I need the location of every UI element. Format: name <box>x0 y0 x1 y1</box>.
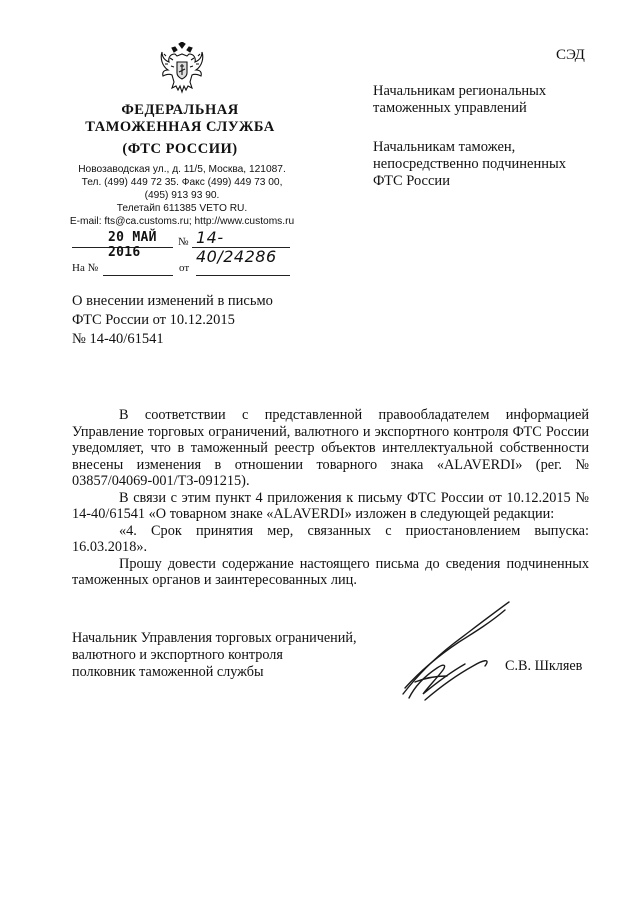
reply-to-date-label: от <box>179 262 190 274</box>
registration-number-field <box>192 228 290 266</box>
organization-name-line1: ФЕДЕРАЛЬНАЯ <box>121 102 239 118</box>
letter-subject <box>72 292 273 349</box>
registration-number-label: № <box>178 236 189 248</box>
organization-abbreviation: (ФТС РОССИИ) <box>122 141 238 157</box>
subject-line: ФТС России от 10.12.2015 <box>72 312 235 328</box>
recipient-line: Начальникам таможен, <box>373 139 516 155</box>
coat-of-arms-emblem <box>160 42 204 94</box>
address-line1: Новозаводская ул., д. 11/5, Москва, 121087. <box>78 164 286 175</box>
address-line4: Телетайп 611385 VETO RU. <box>116 203 248 214</box>
signatory-name: С.В. Шкляев <box>505 658 583 674</box>
reply-to-date-line <box>196 261 290 276</box>
registration-date-stamp: 20 МАЙ 2016 <box>108 230 157 260</box>
subject-line: № 14-40/61541 <box>72 331 164 347</box>
recipient-group1 <box>373 83 603 117</box>
registration-date-field <box>72 230 173 260</box>
recipient-group2 <box>373 139 603 190</box>
address-line2: Тел. (499) 449 72 35. Факс (499) 449 73 00, <box>81 177 283 188</box>
signatory-title <box>72 630 357 681</box>
address-line3: (495) 913 93 90. <box>144 190 220 201</box>
registration-number-handwritten: 14-40/24286 <box>196 228 277 266</box>
body-paragraph-3: «4. Срок принятия мер, связанных с приостановлением выпуска: 16.03.2018». <box>72 522 589 555</box>
body-paragraph-4: Прошу довести содержание настоящего письма до сведения подчиненных таможенных органов и заинтересованных лиц. <box>72 555 589 588</box>
sed-marker: СЭД <box>556 47 585 63</box>
recipient-line: Начальникам региональных <box>373 83 547 99</box>
subject-line: О внесении изменений в письмо <box>72 293 273 309</box>
handwritten-signature <box>395 598 515 708</box>
letter-body <box>72 407 589 589</box>
recipient-line: таможенных управлений <box>373 100 527 116</box>
signatory-title-line: полковник таможенной службы <box>72 664 264 680</box>
signatory-title-line: Начальник Управления торговых ограничений, <box>72 630 357 646</box>
recipient-line: непосредственно подчиненных <box>373 156 566 172</box>
reply-to-number-line <box>103 261 173 276</box>
address-line5: E-mail: fts@ca.customs.ru; http://www.customs.ru <box>69 216 295 227</box>
signatory-title-line: валютного и экспортного контроля <box>72 647 283 663</box>
recipient-line: ФТС России <box>373 173 450 189</box>
reply-to-label: На № <box>72 262 99 274</box>
organization-name-line2: ТАМОЖЕННАЯ СЛУЖБА <box>85 119 275 135</box>
body-paragraph-2: В связи с этим пункт 4 приложения к письму ФТС России от 10.12.2015 № 14-40/61541 «О товарном знаке «ALAVERDI» изложен в следующей редакции: <box>72 489 589 522</box>
body-paragraph-1: В соответствии с представленной правообладателем информацией Управление торговых ограничений, валютного и экспортного контроля ФТС России уведомляет, что в таможенный реестр объектов интеллектуальной собственности внесены изменения в отношении товарного знака «ALAVERDI» (рег. № 03857/04069-001/ТЗ-091215). <box>72 407 589 489</box>
